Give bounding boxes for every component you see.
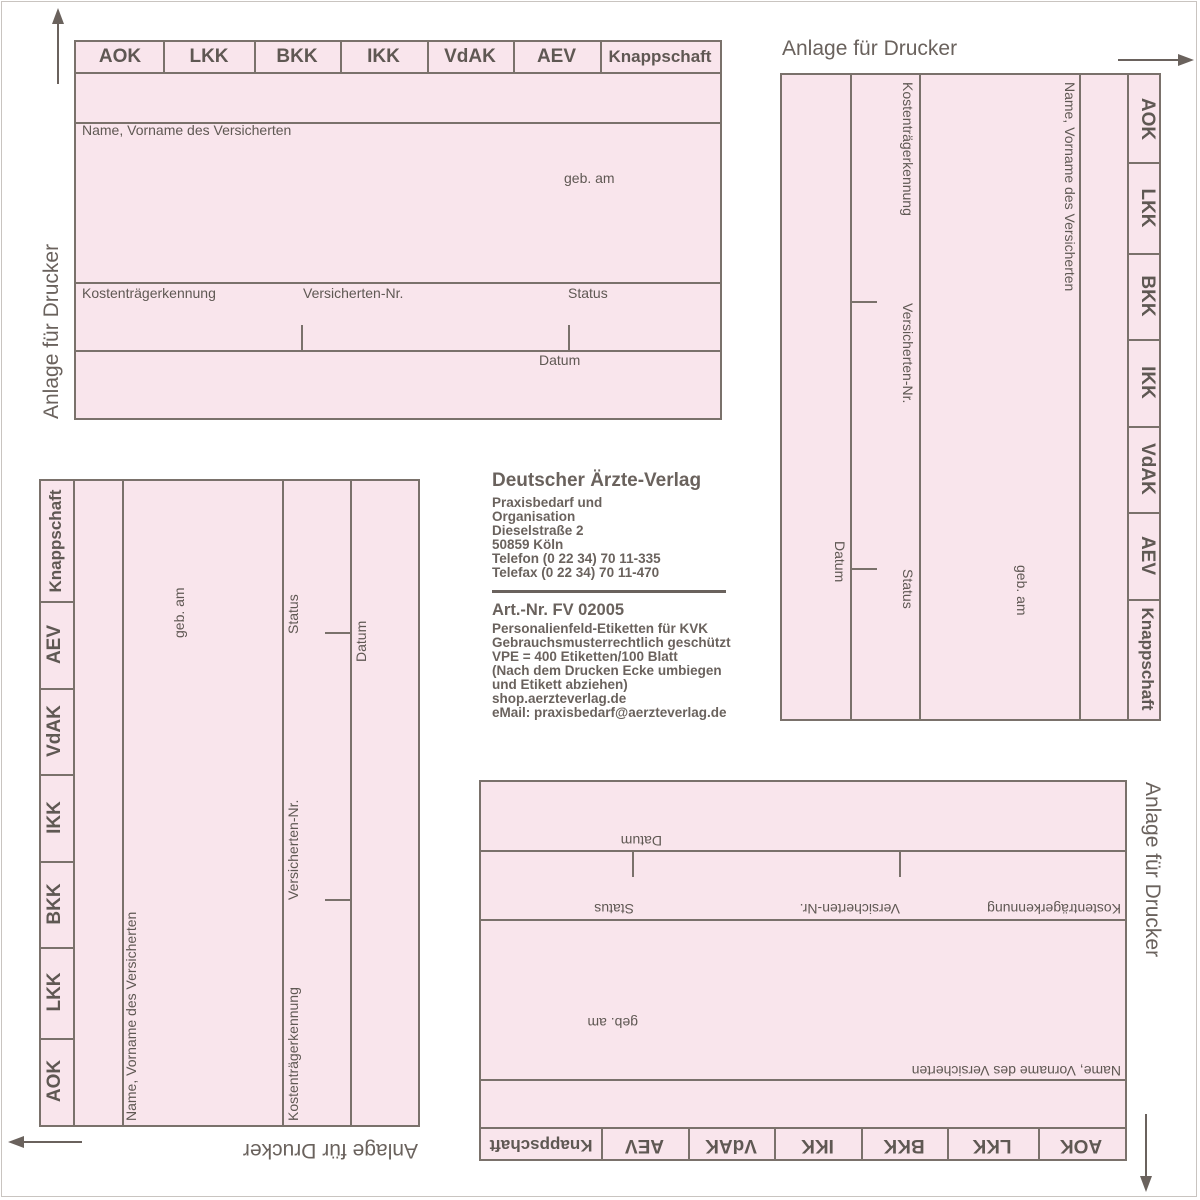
- insurer-bkk: BKK: [883, 1135, 925, 1156]
- arrow-down-icon: [1136, 1114, 1156, 1192]
- publisher-phone: Telefon (0 22 34) 70 11-335: [492, 551, 661, 566]
- publisher-address-city: 50859 Köln: [492, 537, 564, 552]
- insurer-lkk: LKK: [972, 1135, 1012, 1156]
- arrow-left-icon: [8, 1132, 82, 1152]
- publisher-info: [492, 470, 762, 720]
- field-date: Datum: [539, 352, 581, 368]
- publisher-line: Organisation: [492, 509, 576, 524]
- printer-feed-caption-bottom: Anlage für Drucker: [242, 1139, 418, 1162]
- insurer-bkk: BKK: [276, 46, 318, 67]
- printer-feed-caption-left: Anlage für Drucker: [40, 243, 63, 419]
- field-status: Status: [900, 569, 916, 609]
- detail-line: (Nach dem Drucken Ecke umbiegen: [492, 663, 722, 678]
- field-payer-id: Kostenträgerkennung: [285, 987, 301, 1121]
- field-name: Name, Vorname des Versicherten: [82, 122, 292, 138]
- field-status: Status: [568, 285, 608, 301]
- field-name: Name, Vorname des Versicherten: [123, 911, 139, 1121]
- field-payer-id: Kostenträgerkennung: [900, 82, 916, 216]
- field-insurance-no: Versicherten-Nr.: [799, 901, 900, 917]
- insurer-aev: AEV: [624, 1135, 665, 1156]
- insurer-aev: AEV: [44, 624, 65, 665]
- field-name: Name, Vorname des Versicherten: [1062, 82, 1078, 292]
- insurer-ikk: IKK: [801, 1135, 834, 1156]
- field-date: Datum: [353, 620, 369, 662]
- field-status: Status: [285, 594, 301, 634]
- insurer-knappschaft: Knappschaft: [1138, 607, 1157, 711]
- insurer-lkk: LKK: [1137, 188, 1158, 228]
- detail-line: Personalienfeld-Etiketten für KVK: [492, 621, 709, 636]
- insurer-aok: AOK: [1137, 97, 1158, 141]
- arrow-up-icon: [48, 8, 68, 84]
- contact-email: eMail: praxisbedarf@aerzteverlag.de: [492, 705, 727, 720]
- field-payer-id: Kostenträgerkennung: [82, 285, 216, 301]
- arrow-right-icon: [1118, 50, 1194, 70]
- detail-line: und Etikett abziehen): [492, 677, 628, 692]
- field-status: Status: [594, 901, 634, 917]
- insurer-aok: AOK: [44, 1059, 65, 1103]
- insurer-lkk: LKK: [44, 972, 65, 1012]
- insurer-vdak: VdAK: [705, 1135, 757, 1156]
- field-birth: geb. am: [1014, 565, 1030, 616]
- insurer-knappschaft: Knappschaft: [608, 47, 712, 66]
- publisher-fax: Telefax (0 22 34) 70 11-470: [492, 565, 660, 580]
- label-bottom-left: [39, 479, 420, 1127]
- insurer-aok: AOK: [98, 46, 142, 67]
- insurer-ikk: IKK: [1137, 366, 1158, 399]
- insurer-aok: AOK: [1059, 1135, 1103, 1156]
- field-date: Datum: [620, 833, 662, 849]
- insurer-aev: AEV: [1137, 535, 1158, 576]
- label-bottom-right: [479, 780, 1127, 1161]
- label-top-right: [780, 73, 1161, 721]
- insurer-bkk: BKK: [1137, 275, 1158, 317]
- publisher-line: Praxisbedarf und: [492, 495, 603, 510]
- field-birth: geb. am: [587, 1015, 638, 1031]
- detail-line: Gebrauchsmusterrechtlich geschützt: [492, 635, 731, 650]
- field-date: Datum: [832, 541, 848, 583]
- insurer-knappschaft: Knappschaft: [46, 489, 65, 593]
- label-top-left: [74, 40, 722, 420]
- field-birth: geb. am: [171, 587, 187, 638]
- insurer-vdak: VdAK: [1137, 443, 1158, 495]
- divider: [492, 590, 726, 593]
- field-insurance-no: Versicherten-Nr.: [303, 285, 404, 301]
- article-number: Art.-Nr. FV 02005: [492, 601, 625, 619]
- insurer-vdak: VdAK: [444, 46, 496, 67]
- field-insurance-no: Versicherten-Nr.: [900, 303, 916, 404]
- shop-url: shop.aerzteverlag.de: [492, 691, 627, 706]
- printer-feed-caption-top: Anlage für Drucker: [782, 37, 958, 60]
- publisher-address-street: Dieselstraße 2: [492, 523, 584, 538]
- insurer-knappschaft: Knappschaft: [489, 1136, 593, 1155]
- field-birth: geb. am: [564, 170, 615, 186]
- insurer-aev: AEV: [536, 46, 577, 67]
- field-insurance-no: Versicherten-Nr.: [285, 799, 301, 900]
- publisher-company: Deutscher Ärzte-Verlag: [492, 470, 702, 491]
- insurer-vdak: VdAK: [44, 705, 65, 757]
- insurer-ikk: IKK: [367, 46, 400, 67]
- insurer-lkk: LKK: [189, 46, 229, 67]
- printer-feed-caption-right: Anlage für Drucker: [1141, 782, 1164, 958]
- detail-line: VPE = 400 Etiketten/100 Blatt: [492, 649, 678, 664]
- field-payer-id: Kostenträgerkennung: [987, 901, 1121, 917]
- field-name: Name, Vorname des Versicherten: [911, 1063, 1121, 1079]
- insurer-ikk: IKK: [44, 801, 65, 834]
- insurer-bkk: BKK: [44, 883, 65, 925]
